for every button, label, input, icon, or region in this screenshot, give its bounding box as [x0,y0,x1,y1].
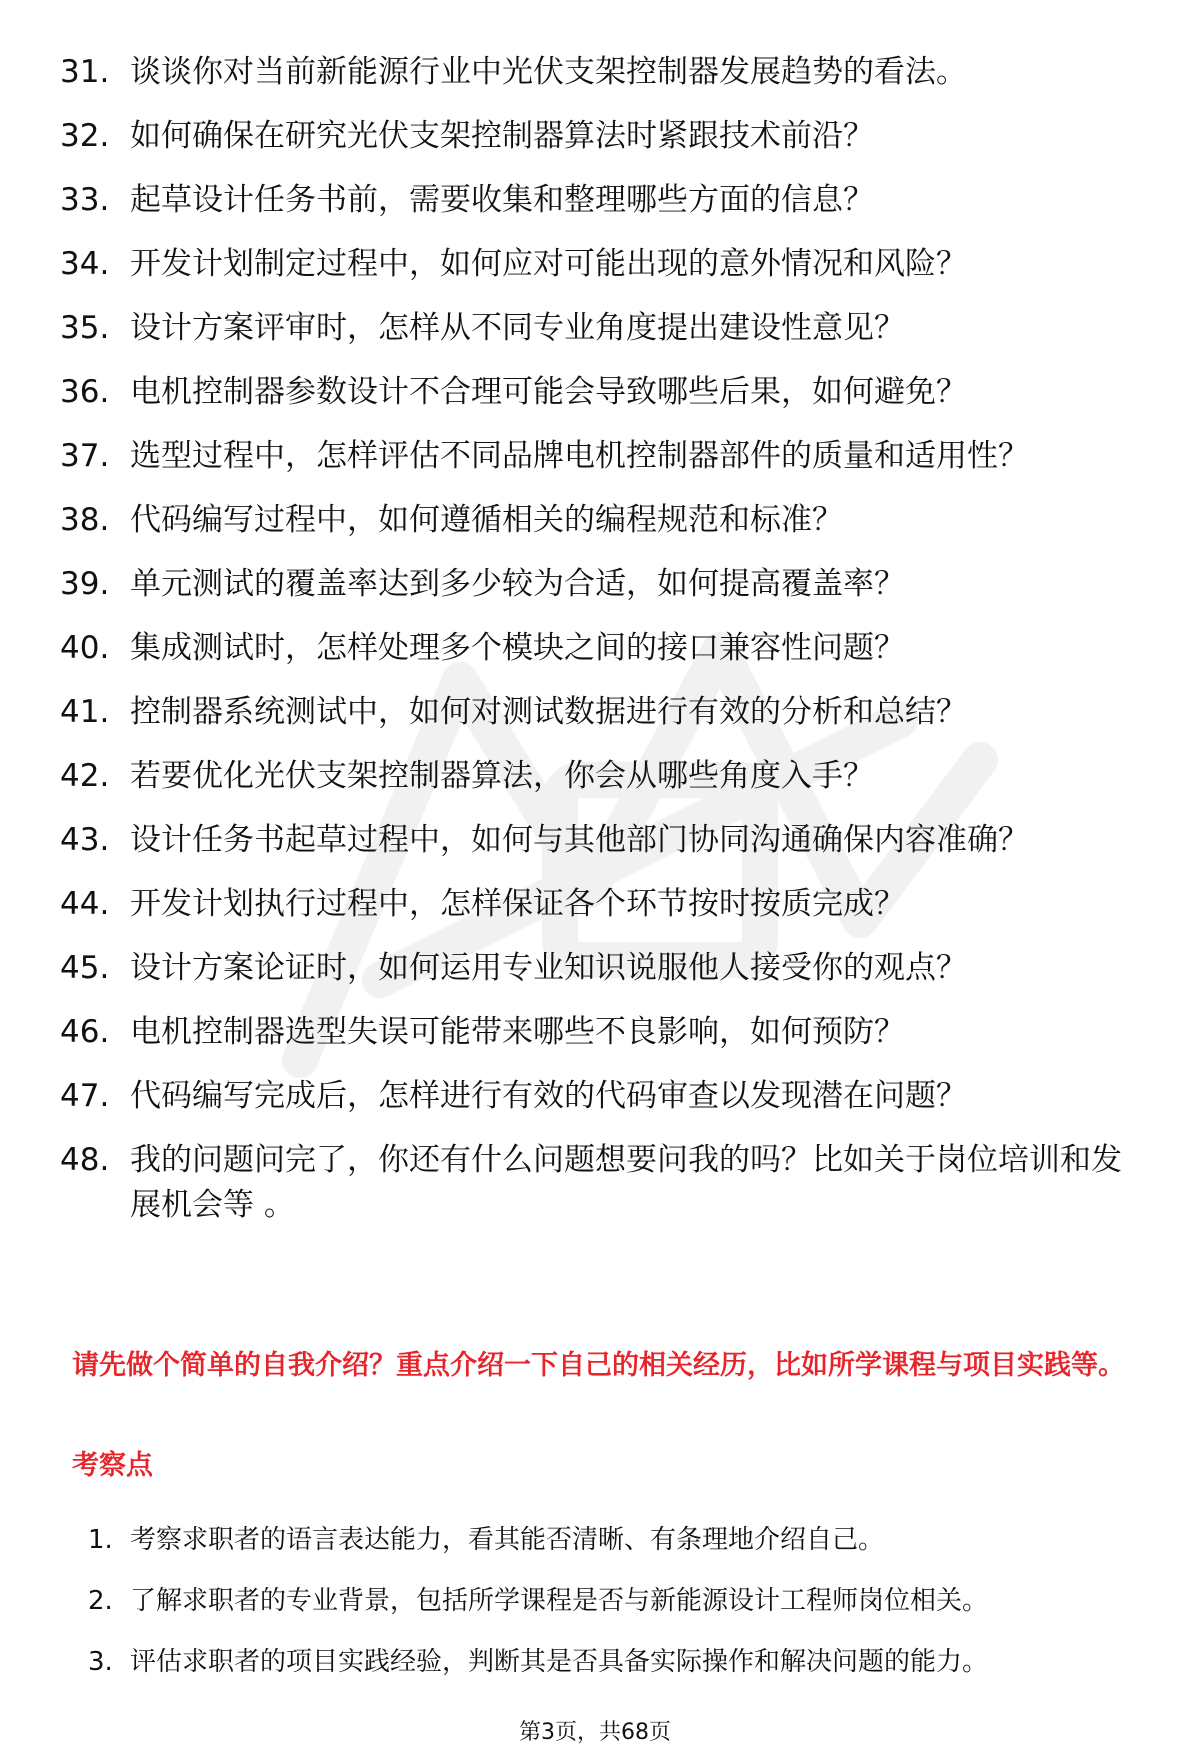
question-item [60,370,1150,415]
question-text: 设计任务书起草过程中，如何与其他部门协同沟通确保内容准确？ [130,822,1029,858]
question-number: 39. [60,566,110,602]
point-number: 2. [88,1586,113,1616]
question-text: 开发计划执行过程中，怎样保证各个环节按时按质完成？ [130,886,905,922]
question-text: 起草设计任务书前，需要收集和整理哪些方面的信息？ [130,182,874,218]
question-number: 48. [60,1142,110,1178]
question-text: 电机控制器参数设计不合理可能会导致哪些后果，如何避免？ [130,374,967,410]
question-number: 37. [60,438,110,474]
question-number: 35. [60,310,110,346]
question-text: 单元测试的覆盖率达到多少较为合适，如何提高覆盖率？ [130,566,905,602]
question-number: 40. [60,630,110,666]
question-text: 代码编写过程中，如何遵循相关的编程规范和标准？ [130,502,843,538]
question-text: 我的问题问完了，你还有什么问题想要问我的吗？比如关于岗位培训和发展机会等 。 [130,1142,1122,1223]
question-number: 38. [60,502,110,538]
question-item [60,1138,1150,1228]
question-text: 开发计划制定过程中，如何应对可能出现的意外情况和风险？ [130,246,967,282]
question-item [60,626,1150,671]
question-number: 46. [60,1014,110,1050]
question-number: 32. [60,118,110,154]
question-text: 选型过程中，怎样评估不同品牌电机控制器部件的质量和适用性？ [130,438,1029,474]
question-item [60,50,1150,95]
question-text: 控制器系统测试中，如何对测试数据进行有效的分析和总结？ [130,694,967,730]
point-text: 考察求职者的语言表达能力，看其能否清晰、有条理地介绍自己。 [130,1525,885,1555]
question-item [60,178,1150,223]
point-number: 3. [88,1647,113,1677]
question-text: 如何确保在研究光伏支架控制器算法时紧跟技术前沿？ [130,118,874,154]
point-number: 1. [88,1525,113,1555]
question-item [60,754,1150,799]
assessment-point [88,1642,1158,1682]
question-number: 44. [60,886,110,922]
question-item [60,306,1150,351]
assessment-point [88,1581,1158,1621]
question-number: 36. [60,374,110,410]
question-item [60,946,1150,991]
section-title: 考察点 [72,1450,153,1481]
question-item [60,1010,1150,1055]
question-number: 42. [60,758,110,794]
question-number: 41. [60,694,110,730]
question-list [60,50,1150,1247]
question-item [60,114,1150,159]
question-text: 代码编写完成后，怎样进行有效的代码审查以发现潜在问题？ [130,1078,967,1114]
point-text: 了解求职者的专业背景，包括所学课程是否与新能源设计工程师岗位相关。 [130,1586,989,1616]
page-footer: 第3页，共68页 [519,1720,671,1745]
question-number: 34. [60,246,110,282]
interview-prompt: 请先做个简单的自我介绍？重点介绍一下自己的相关经历，比如所学课程与项目实践等。 [72,1350,1125,1381]
question-text: 设计方案论证时，如何运用专业知识说服他人接受你的观点？ [130,950,967,986]
question-item [60,818,1150,863]
question-item [60,1074,1150,1119]
question-number: 31. [60,54,110,90]
question-text: 设计方案评审时，怎样从不同专业角度提出建设性意见？ [130,310,905,346]
point-text: 评估求职者的项目实践经验，判断其是否具备实际操作和解决问题的能力。 [130,1647,989,1677]
question-text: 集成测试时，怎样处理多个模块之间的接口兼容性问题？ [130,630,905,666]
question-text: 若要优化光伏支架控制器算法，你会从哪些角度入手？ [130,758,874,794]
question-text: 谈谈你对当前新能源行业中光伏支架控制器发展趋势的看法。 [130,54,967,90]
assessment-points-list [88,1520,1158,1703]
question-number: 45. [60,950,110,986]
assessment-point [88,1520,1158,1560]
question-item [60,498,1150,543]
question-number: 33. [60,182,110,218]
question-item [60,562,1150,607]
question-item [60,690,1150,735]
question-number: 47. [60,1078,110,1114]
question-item [60,434,1150,479]
question-text: 电机控制器选型失误可能带来哪些不良影响，如何预防？ [130,1014,905,1050]
question-number: 43. [60,822,110,858]
question-item [60,882,1150,927]
question-item [60,242,1150,287]
